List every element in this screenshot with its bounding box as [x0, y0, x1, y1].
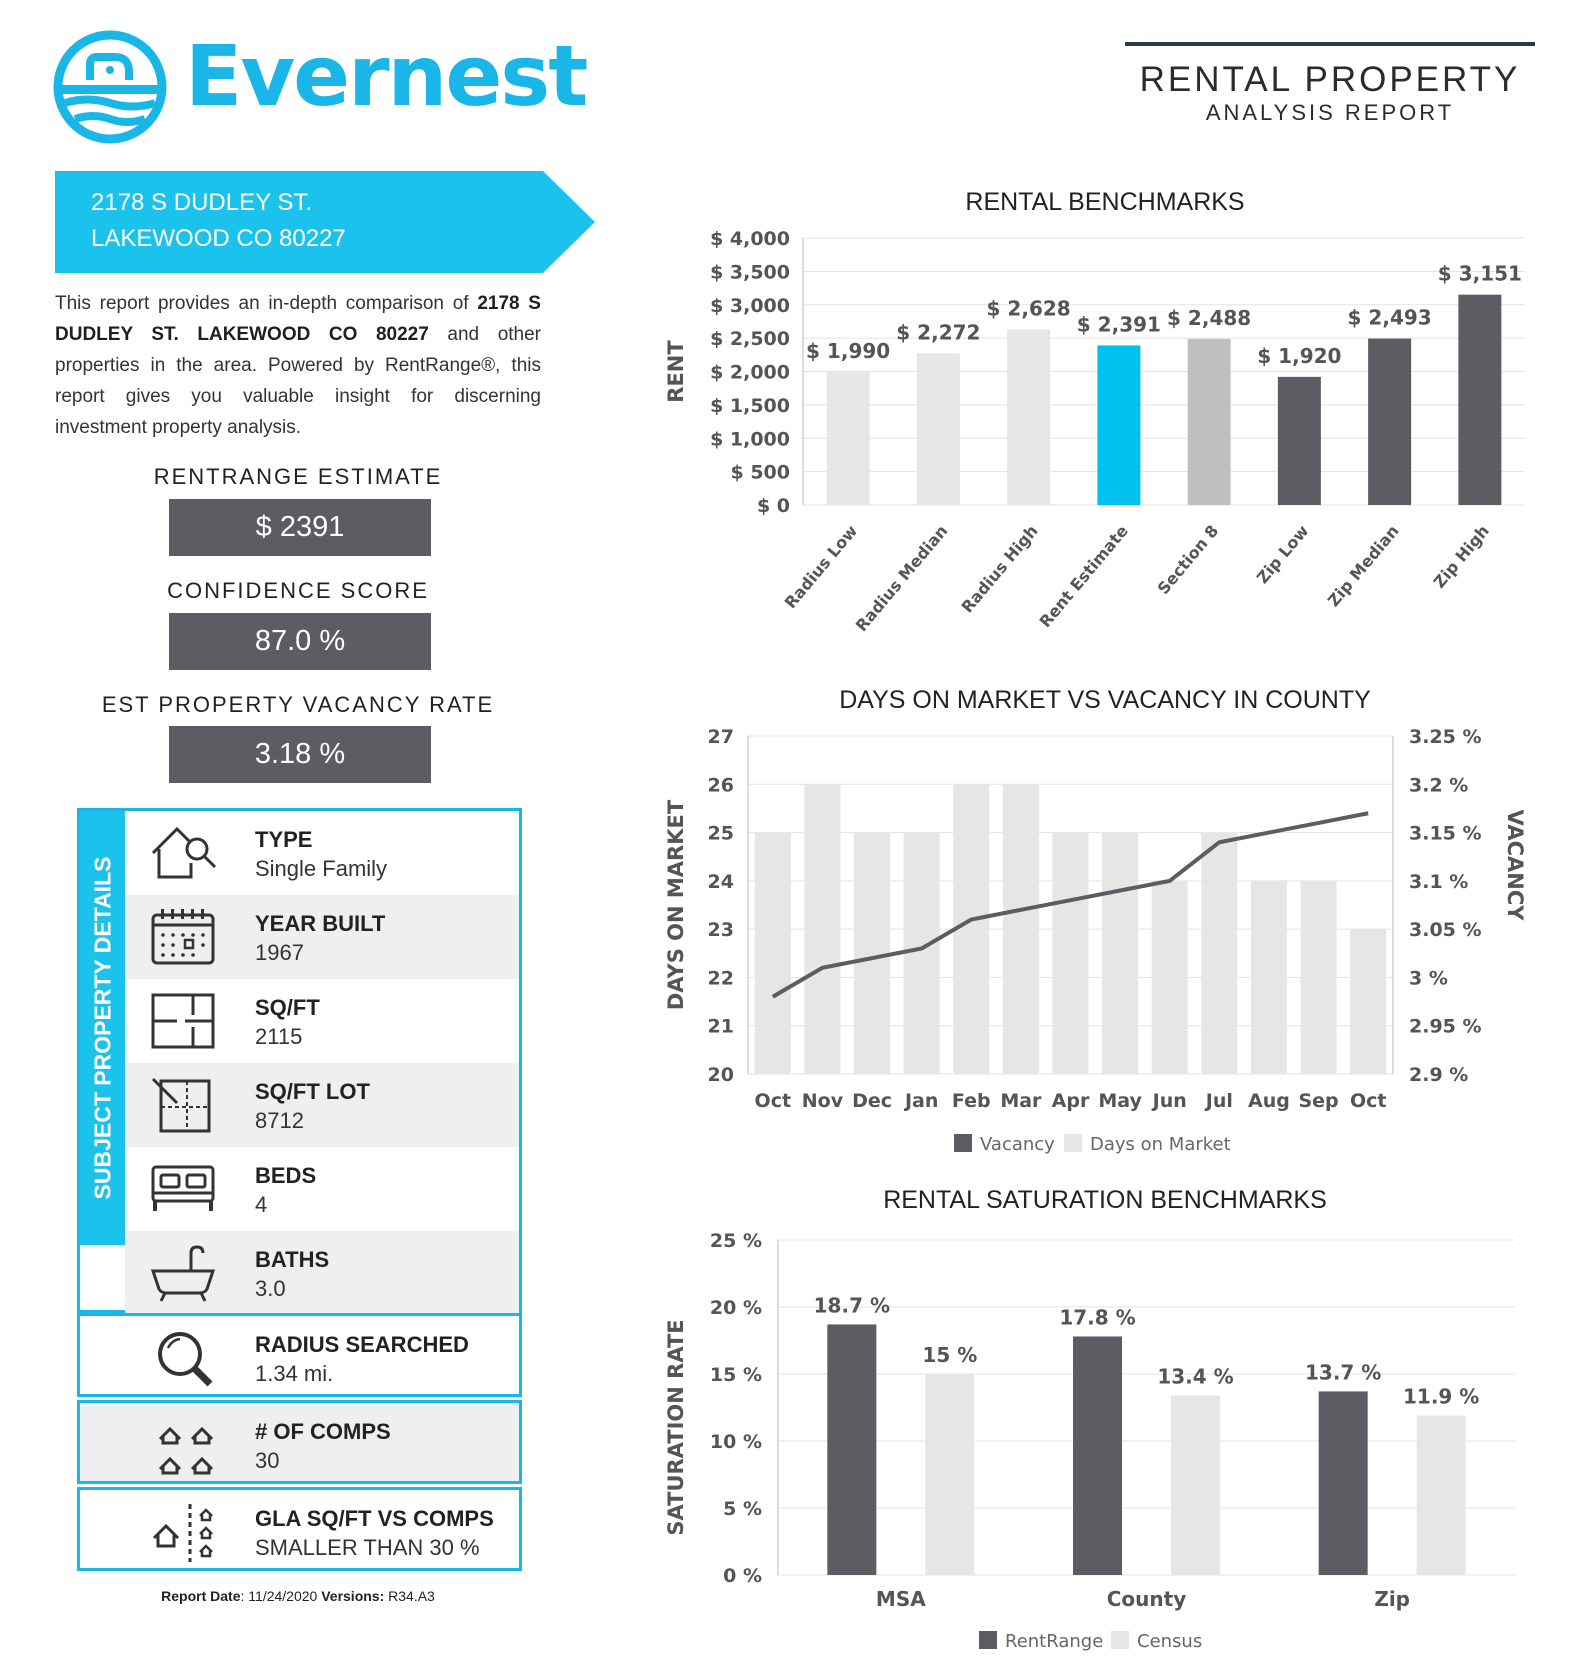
y-tick-label: $ 2,000 [710, 361, 790, 384]
x-tick-label: Aug [1248, 1090, 1290, 1112]
x-tick-label: MSA [875, 1587, 926, 1611]
benchmark-bar [827, 372, 870, 505]
benchmark-bar [1097, 345, 1140, 505]
bar-value-label: $ 2,272 [896, 320, 981, 345]
y-tick-label: 22 [707, 967, 734, 990]
y-tick-label: $ 3,500 [710, 261, 790, 284]
x-tick-label: Jan [904, 1090, 939, 1112]
bar-value-label: 13.4 % [1157, 1364, 1234, 1389]
x-tick-label: Jun [1152, 1090, 1187, 1112]
benchmark-bar [1278, 377, 1321, 505]
bar-value-label: $ 2,391 [1076, 312, 1161, 337]
vacancy-rate-label: EST PROPERTY VACANCY RATE [101, 692, 495, 717]
x-tick-label: Nov [801, 1090, 844, 1112]
x-tick-label: Feb [951, 1090, 991, 1112]
x-tick-label: Oct [754, 1090, 792, 1112]
days-on-market-bar [1350, 929, 1386, 1074]
y-tick-label: 10 % [709, 1431, 762, 1453]
legend-label-rentrange: RentRange [1005, 1631, 1104, 1652]
days-on-market-bar [755, 833, 791, 1074]
saturation-bar [827, 1324, 876, 1575]
y-axis-title: SATURATION RATE [664, 1319, 688, 1536]
detail-value: 2115 [255, 1024, 303, 1049]
detail-title: RADIUS SEARCHED [255, 1332, 469, 1357]
days-on-market-bar [854, 833, 890, 1074]
address-line-2: LAKEWOOD CO 80227 [91, 225, 346, 252]
bar-value-label: $ 1,990 [806, 339, 891, 364]
days-on-market-bar [1152, 881, 1188, 1074]
y2-tick-label: 3.2 % [1409, 774, 1469, 797]
bar-value-label: $ 2,493 [1347, 305, 1432, 330]
y-tick-label: 21 [707, 1015, 734, 1038]
bar-value-label: 17.8 % [1059, 1305, 1136, 1330]
x-tick-label: Section 8 [1153, 521, 1223, 598]
report-date: : 11/24/2020 [240, 1588, 322, 1604]
detail-title: YEAR BUILT [255, 911, 386, 936]
x-tick-label: Dec [852, 1090, 892, 1112]
dom-vacancy-title: DAYS ON MARKET VS VACANCY IN COUNTY [839, 686, 1371, 714]
x-tick-label: Rent Estimate [1035, 521, 1132, 632]
x-tick-label: Zip Low [1252, 521, 1313, 588]
y-tick-label: $ 1,000 [710, 428, 790, 451]
details-section-title: SUBJECT PROPERTY DETAILS [89, 856, 115, 1200]
legend-swatch-days [1064, 1134, 1082, 1152]
report-subtitle: ANALYSIS REPORT [1205, 100, 1455, 125]
detail-value: 3.0 [255, 1276, 286, 1301]
x-tick-label: Radius Low [780, 521, 862, 613]
y-tick-label: 23 [707, 919, 734, 942]
benchmark-bar [1458, 295, 1501, 505]
benchmark-bar [917, 353, 960, 505]
detail-title: TYPE [255, 827, 313, 852]
detail-title: SQ/FT [255, 995, 320, 1020]
x-tick-label: Zip Median [1323, 521, 1403, 611]
x-tick-label: Apr [1051, 1090, 1090, 1112]
y-tick-label: 27 [707, 726, 734, 748]
y2-tick-label: 3.25 % [1409, 726, 1482, 748]
y-tick-label: 24 [707, 870, 734, 893]
bar-value-label: 11.9 % [1402, 1384, 1480, 1409]
rental-benchmarks-title: RENTAL BENCHMARKS [965, 188, 1245, 216]
detail-value: 8712 [255, 1108, 304, 1133]
saturation-bar [1417, 1416, 1466, 1575]
benchmark-bar [1007, 330, 1050, 505]
rentrange-estimate-value: $ 2391 [169, 499, 431, 556]
version-label: Versions: [321, 1588, 385, 1604]
x-tick-label: County [1106, 1587, 1187, 1611]
x-tick-label: Sep [1298, 1090, 1339, 1112]
detail-value: 30 [255, 1448, 280, 1473]
x-tick-label: Radius Median [851, 521, 952, 636]
vacancy-rate-value: 3.18 % [169, 726, 431, 783]
days-on-market-bar [804, 784, 840, 1074]
y-tick-label: $ 500 [730, 461, 790, 484]
detail-value: 1.34 mi. [255, 1361, 334, 1386]
detail-title: SQ/FT LOT [255, 1079, 370, 1104]
days-on-market-bar [1201, 833, 1237, 1074]
days-on-market-bar [904, 833, 940, 1074]
detail-value: SMALLER THAN 30 % [255, 1535, 480, 1560]
bar-value-label: 18.7 % [813, 1293, 891, 1318]
bar-value-label: 13.7 % [1304, 1360, 1382, 1385]
days-on-market-bar [1251, 881, 1287, 1074]
bar-value-label: $ 2,628 [986, 296, 1071, 321]
y2-tick-label: 2.95 % [1409, 1015, 1482, 1038]
y2-tick-label: 2.9 % [1409, 1064, 1469, 1086]
x-tick-label: Jul [1205, 1090, 1233, 1112]
y-tick-label: 25 % [709, 1230, 762, 1252]
y-tick-label: 0 % [723, 1565, 762, 1587]
y-tick-label: 15 % [709, 1364, 762, 1386]
x-tick-label: Zip High [1429, 521, 1493, 592]
y2-axis-title: VACANCY [1503, 809, 1527, 921]
days-on-market-bar [1102, 833, 1138, 1074]
y-tick-label: 26 [707, 774, 734, 797]
confidence-score-label: CONFIDENCE SCORE [167, 578, 429, 603]
y-tick-label: $ 2,500 [710, 328, 790, 351]
x-tick-label: Radius High [957, 521, 1042, 617]
detail-value: 4 [255, 1192, 268, 1217]
x-tick-label: Mar [1000, 1090, 1042, 1112]
x-tick-label: Oct [1349, 1090, 1387, 1112]
brand-name: Evernest [185, 27, 587, 125]
intro-suffix: and other properties in the area. Powered by RentRange®, this report gives you valuable insight for discerning investment property analysis. [55, 324, 541, 438]
bar-value-label: $ 1,920 [1257, 343, 1342, 368]
legend-label-days: Days on Market [1090, 1134, 1231, 1155]
saturation-bar [925, 1374, 974, 1575]
rentrange-estimate-label: RENTRANGE ESTIMATE [153, 464, 443, 489]
saturation-bar [1073, 1336, 1122, 1575]
intro-address: 2178 S DUDLEY ST. LAKEWOOD CO 80227 [55, 293, 541, 345]
saturation-bar [1319, 1391, 1368, 1575]
y-tick-label: 25 [707, 822, 734, 845]
detail-value: 1967 [255, 940, 304, 965]
y2-tick-label: 3.1 % [1409, 870, 1469, 893]
y2-tick-label: 3 % [1409, 967, 1448, 990]
bar-value-label: $ 3,151 [1437, 261, 1522, 286]
bar-value-label: $ 2,488 [1167, 305, 1252, 330]
y-tick-label: $ 1,500 [710, 394, 790, 417]
saturation-bar [1171, 1395, 1220, 1575]
x-tick-label: May [1098, 1090, 1142, 1112]
confidence-score-value: 87.0 % [169, 613, 431, 670]
y-tick-label: 20 % [709, 1297, 762, 1319]
saturation-title: RENTAL SATURATION BENCHMARKS [883, 1186, 1327, 1214]
y-axis-title: RENT [664, 340, 688, 403]
y-tick-label: $ 3,000 [710, 294, 790, 317]
days-on-market-bar [1301, 881, 1337, 1074]
report-date-label: Report Date [161, 1588, 241, 1604]
legend-label-census: Census [1137, 1631, 1203, 1652]
benchmark-bar [1368, 339, 1411, 505]
detail-title: BEDS [255, 1163, 317, 1188]
y2-tick-label: 3.15 % [1409, 822, 1482, 845]
report-version: R34.A3 [384, 1588, 435, 1604]
address-line-1: 2178 S DUDLEY ST. [91, 189, 313, 216]
days-on-market-bar [1003, 784, 1039, 1074]
y-axis-title: DAYS ON MARKET [664, 799, 688, 1011]
legend-label-vacancy: Vacancy [980, 1134, 1055, 1155]
bar-value-label: 15 % [922, 1343, 978, 1367]
legend-swatch-census [1111, 1631, 1129, 1649]
detail-title: BATHS [255, 1247, 330, 1272]
report-title: RENTAL PROPERTY [1139, 60, 1521, 99]
y-tick-label: 20 [707, 1064, 734, 1086]
intro-prefix: This report provides an in-depth comparison of [55, 293, 478, 314]
y-tick-label: 5 % [723, 1498, 762, 1520]
y-tick-label: $ 4,000 [710, 228, 790, 250]
legend-swatch-rentrange [979, 1631, 997, 1649]
y2-tick-label: 3.05 % [1409, 919, 1482, 942]
detail-title: # OF COMPS [255, 1419, 391, 1444]
benchmark-bar [1188, 339, 1231, 505]
days-on-market-bar [1053, 833, 1089, 1074]
y-tick-label: $ 0 [756, 495, 790, 517]
detail-title: GLA SQ/FT VS COMPS [255, 1506, 494, 1531]
x-tick-label: Zip [1374, 1587, 1411, 1611]
detail-value: Single Family [255, 856, 388, 881]
legend-swatch-vacancy [954, 1134, 972, 1152]
